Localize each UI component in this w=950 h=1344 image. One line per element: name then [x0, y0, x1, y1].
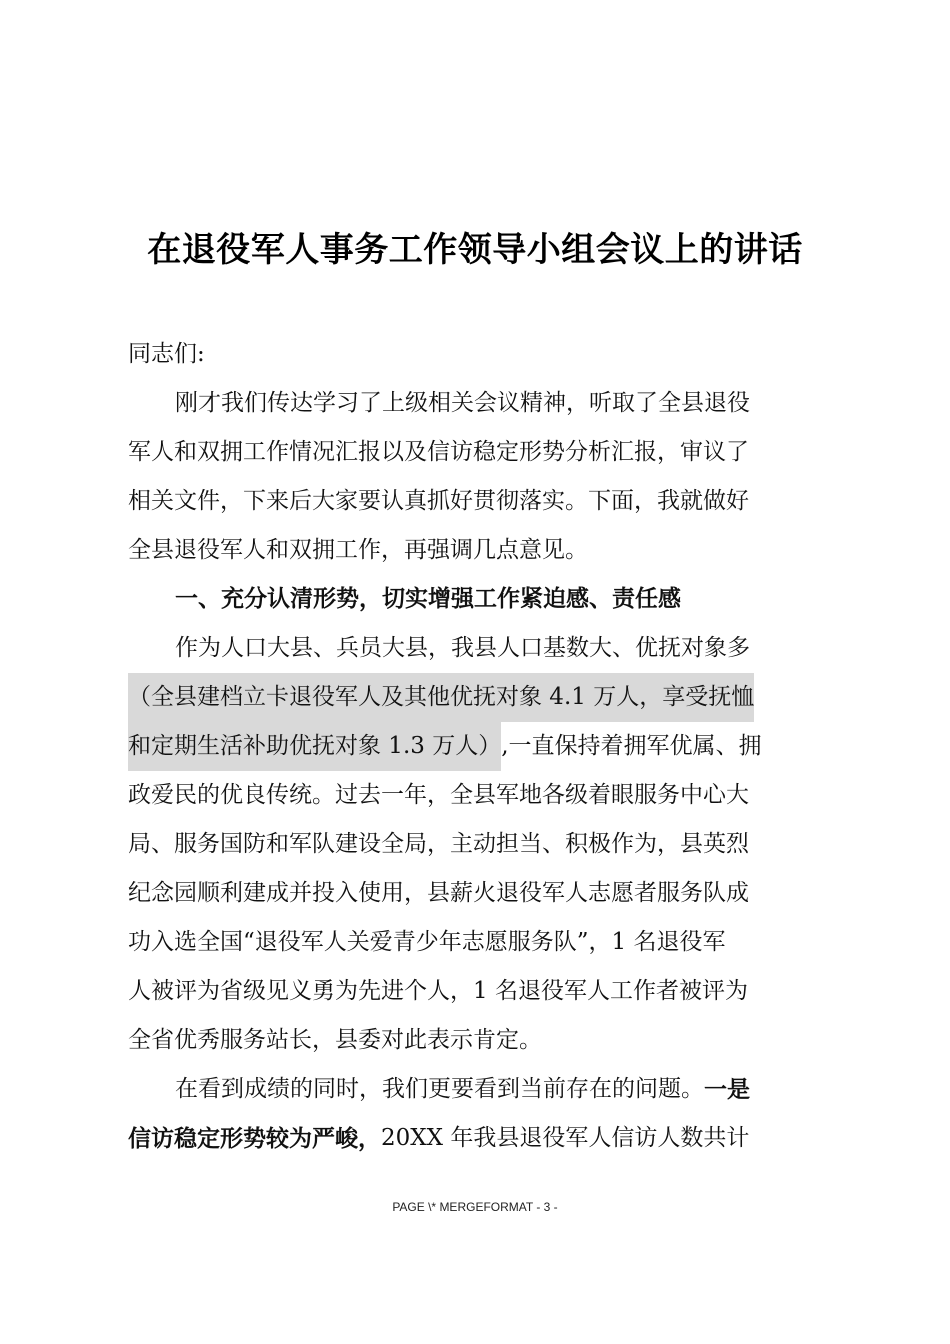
paragraph-line: 作为人口大县、兵员大县，我县人口基数大、优抚对象多: [175, 635, 750, 661]
document-title: 在退役军人事务工作领导小组会议上的讲话: [147, 230, 803, 270]
paragraph-line: 人被评为省级见义勇为先进个人，1 名退役军人工作者被评为: [128, 978, 748, 1004]
section-heading: 一、充分认清形势，切实增强工作紧迫感、责任感: [175, 586, 681, 612]
paragraph-line: [128, 1114, 832, 1163]
page-footer: PAGE \* MERGEFORMAT - 3 -: [392, 1200, 558, 1214]
paragraph-line: 全省优秀服务站长，县委对此表示肯定。: [128, 1027, 542, 1053]
paragraph-line: 全县退役军人和双拥工作，再强调几点意见。: [128, 537, 588, 563]
highlighted-text: （全县建档立卡退役军人及其他优抚对象 4.1 万人，享受抚恤: [128, 673, 754, 722]
paragraph-line: 局、服务国防和军队建设全局，主动担当、积极作为，县英烈: [128, 831, 749, 857]
paragraph-line: 刚才我们传达学习了上级相关会议精神，听取了全县退役: [175, 390, 750, 416]
paragraph-line: [128, 673, 832, 722]
paragraph-line: 政爱民的优良传统。过去一年，全县军地各级着眼服务中心大: [128, 782, 749, 808]
paragraph-text: 20XX 年我县退役军人信访人数共计: [381, 1125, 750, 1151]
paragraph-line: 纪念园顺利建成并投入使用，县薪火退役军人志愿者服务队成: [128, 880, 749, 906]
paragraph-line: 相关文件，下来后大家要认真抓好贯彻落实。下面，我就做好: [128, 488, 749, 514]
bold-text: 信访稳定形势较为严峻，: [128, 1125, 381, 1152]
paragraph-text: 在看到成绩的同时，我们更要看到当前存在的问题。: [175, 1076, 704, 1102]
document-body: [128, 330, 832, 1163]
paragraph-line: [128, 722, 832, 771]
salutation: 同志们:: [128, 341, 205, 367]
paragraph-line: 功入选全国“退役军人关爱青少年志愿服务队”，1 名退役军: [128, 929, 726, 955]
paragraph-text: ,一直保持着拥军优属、拥: [501, 733, 762, 759]
highlighted-text: 和定期生活补助优抚对象 1.3 万人）: [128, 722, 501, 771]
paragraph-line: [128, 1065, 832, 1114]
bold-text: 一是: [704, 1076, 750, 1103]
paragraph-line: 军人和双拥工作情况汇报以及信访稳定形势分析汇报，审议了: [128, 439, 749, 465]
